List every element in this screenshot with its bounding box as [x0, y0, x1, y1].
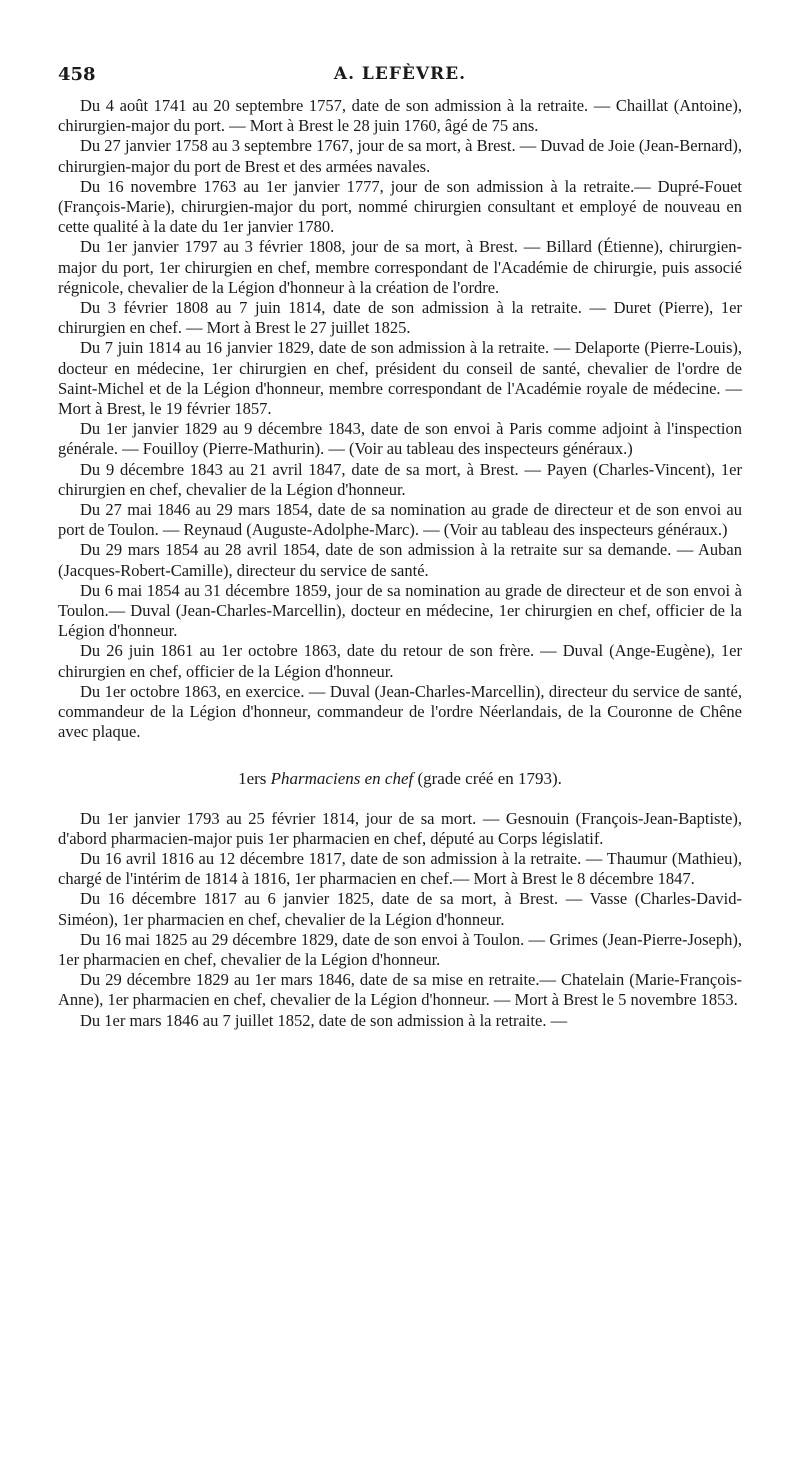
entry-paragraph: Du 1er janvier 1829 au 9 décembre 1843, date de son envoi à Paris comme adjoint à l'inspection générale. — Fouilloy (Pierre-Mathurin). — (Voir au tableau des inspecteurs généraux.)	[58, 419, 742, 459]
entry-paragraph: Du 29 mars 1854 au 28 avril 1854, date de son admission à la retraite sur sa demande. — Auban (Jacques-Robert-Camille), directeur du service de santé.	[58, 540, 742, 580]
section-title	[58, 769, 742, 789]
section-title-italic: Pharmaciens en chef	[270, 768, 414, 788]
entry-paragraph: Du 16 décembre 1817 au 6 janvier 1825, date de sa mort, à Brest. — Vasse (Charles-David-Siméon), 1er pharmacien en chef, chevalier de la Légion d'honneur.	[58, 889, 742, 929]
entry-paragraph: Du 9 décembre 1843 au 21 avril 1847, date de sa mort, à Brest. — Payen (Charles-Vincent), 1er chirurgien en chef, chevalier de la Légion d'honneur.	[58, 459, 742, 499]
page-number: 458	[58, 64, 96, 85]
entry-paragraph: Du 16 novembre 1763 au 1er janvier 1777, jour de son admission à la retraite.— Dupré-Fouet (François-Marie), chirurgien-major du port, nommé chirurgien consultant et employé de nouveau en cette qualité à la date du 1er janvier 1780.	[58, 176, 742, 237]
entry-paragraph: Du 16 avril 1816 au 12 décembre 1817, date de son admission à la retraite. — Thaumur (Mathieu), chargé de l'intérim de 1814 à 1816, 1er pharmacien en chef.— Mort à Brest le 8 décembre 1847.	[58, 848, 742, 889]
section-title-prefix: 1ers	[238, 768, 267, 788]
entry-paragraph: Du 3 février 1808 au 7 juin 1814, date de son admission à la retraite. — Duret (Pierre), 1er chirurgien en chef. — Mort à Brest le 27 juillet 1825.	[58, 298, 742, 338]
entry-paragraph: Du 27 mai 1846 au 29 mars 1854, date de sa nomination au grade de directeur et de son envoi au port de Toulon. — Reynaud (Auguste-Adolphe-Marc). — (Voir au tableau des inspecteurs généraux.)	[58, 500, 742, 540]
running-head: A. LEFÈVRE.	[333, 64, 467, 84]
entry-paragraph: Du 4 août 1741 au 20 septembre 1757, date de son admission à la retraite. — Chaillat (Antoine), chirurgien-major du port. — Mort à Brest le 28 juin 1760, âgé de 75 ans.	[58, 96, 742, 136]
entry-paragraph: Du 1er mars 1846 au 7 juillet 1852, date de son admission à la retraite. —	[80, 1010, 568, 1030]
entry-paragraph: Du 1er janvier 1797 au 3 février 1808, jour de sa mort, à Brest. — Billard (Étienne), chirurgien-major du port, 1er chirurgien en chef, membre correspondant de l'Académie de chirurgie, puis associé régnicole, chevalier de la Légion d'honneur à la création de l'ordre.	[58, 237, 742, 297]
entry-paragraph: Du 1er janvier 1793 au 25 février 1814, jour de sa mort. — Gesnouin (François-Jean-Baptiste), d'abord pharmacien-major puis 1er pharmacien en chef, député au Corps législatif.	[58, 808, 742, 848]
entry-paragraph: Du 6 mai 1854 au 31 décembre 1859, jour de sa nomination au grade de directeur et de son envoi à Toulon.— Duval (Jean-Charles-Marcellin), docteur en médecine, 1er chirurgien en chef, officier de la Légion d'honneur.	[58, 580, 742, 641]
page-header	[58, 64, 742, 90]
entry-paragraph: Du 29 décembre 1829 au 1er mars 1846, date de sa mise en retraite.— Chatelain (Marie-François-Anne), 1er pharmacien en chef, chevalier de la Légion d'honneur. — Mort à Brest le 5 novembre 1853.	[58, 970, 742, 1010]
section-title-suffix: (grade créé en 1793).	[417, 768, 562, 788]
entry-paragraph: Du 27 janvier 1758 au 3 septembre 1767, jour de sa mort, à Brest. — Duvad de Joie (Jean-Bernard), chirurgien-major du port de Brest et des armées navales.	[58, 136, 742, 176]
entry-paragraph: Du 16 mai 1825 au 29 décembre 1829, date de son envoi à Toulon. — Grimes (Jean-Pierre-Joseph), 1er pharmacien en chef, chevalier de la Légion d'honneur.	[58, 929, 742, 969]
page-body	[58, 96, 742, 1031]
entry-paragraph: Du 1er octobre 1863, en exercice. — Duval (Jean-Charles-Marcellin), directeur du service de santé, commandeur de la Légion d'honneur, commandeur de l'ordre Néerlandais, de la Couronne de Chêne avec plaque.	[58, 681, 742, 742]
entry-paragraph: Du 26 juin 1861 au 1er octobre 1863, date du retour de son frère. — Duval (Ange-Eugène), 1er chirurgien en chef, officier de la Légion d'honneur.	[58, 641, 742, 681]
entry-paragraph: Du 7 juin 1814 au 16 janvier 1829, date de son admission à la retraite. — Delaporte (Pierre-Louis), docteur en médecine, 1er chirurgien en chef, président du conseil de santé, chevalier de l'ordre de Saint-Michel et de la Légion d'honneur, membre correspondant de l'Académie royale de médecine. — Mort à Brest, le 19 février 1857.	[58, 338, 742, 419]
